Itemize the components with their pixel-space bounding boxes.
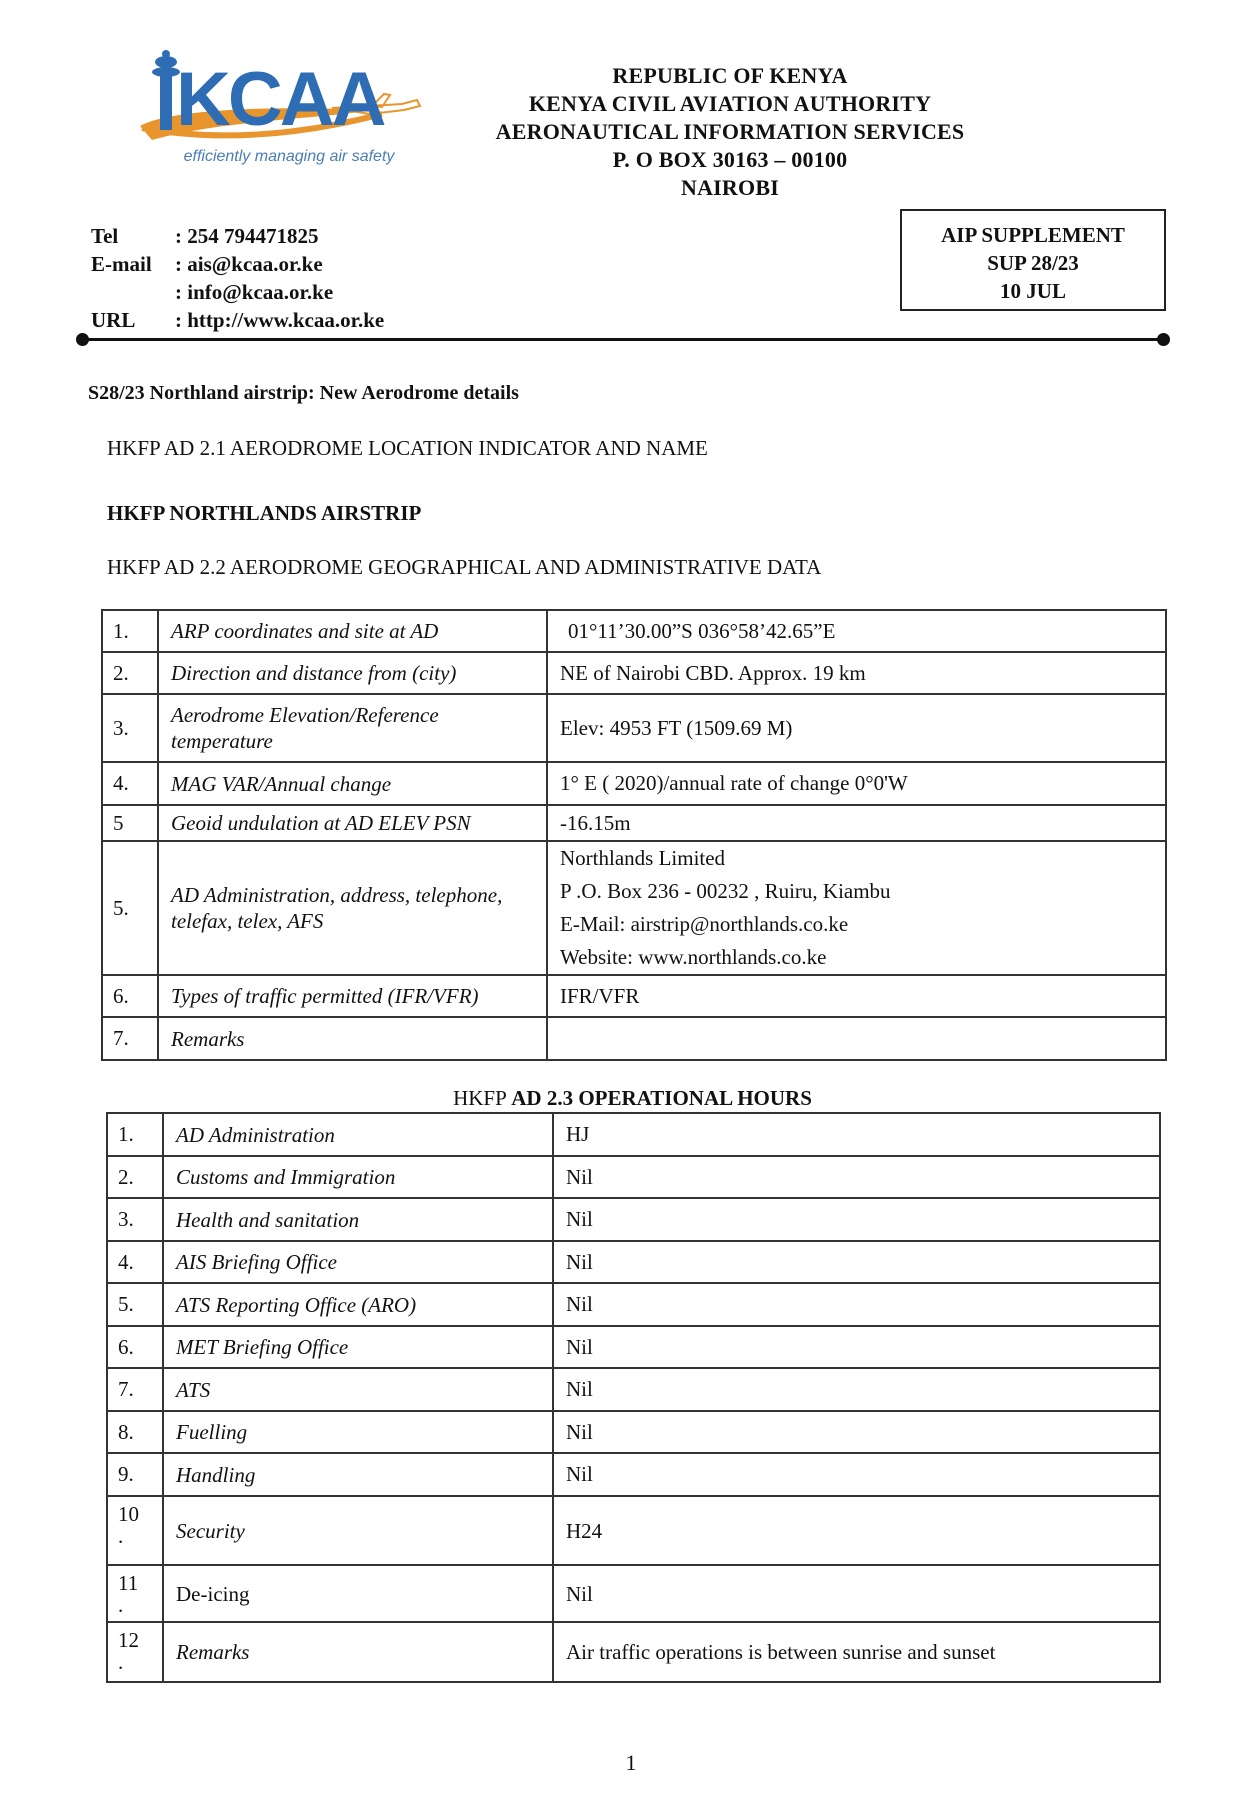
aerodrome-name: HKFP NORTHLANDS AIRSTRIP <box>107 501 422 525</box>
table-row <box>107 1411 1160 1453</box>
header-line-republic: REPUBLIC OF KENYA <box>612 63 848 88</box>
row-value: HJ <box>553 1113 1160 1156</box>
row-label: Remarks <box>158 1017 547 1060</box>
row-value: Nil <box>553 1241 1160 1283</box>
table-row <box>107 1283 1160 1326</box>
row-label: Customs and Immigration <box>163 1156 553 1198</box>
table-row <box>107 1113 1160 1156</box>
table-row <box>102 694 1166 762</box>
admin-website[interactable]: Website: www.northlands.co.ke <box>560 945 827 969</box>
row-value <box>547 1017 1166 1060</box>
row-value: Elev: 4953 FT (1509.69 M) <box>547 694 1166 762</box>
row-label: Remarks <box>163 1622 553 1682</box>
contact-label: URL <box>91 308 136 332</box>
row-label: AD Administration <box>163 1113 553 1156</box>
logo-tagline: efficiently managing air safety <box>183 148 395 165</box>
section-2-3-title: AD 2.3 OPERATIONAL HOURS <box>511 1086 812 1110</box>
row-number: 7. <box>107 1368 163 1411</box>
row-value: Air traffic operations is between sunrise and sunset <box>553 1622 1160 1682</box>
contact-tel <box>91 222 384 250</box>
row-value: 1° E ( 2020)/annual rate of change 0°0'W <box>547 762 1166 805</box>
row-number: 6. <box>102 975 158 1017</box>
row-value: Nil <box>553 1198 1160 1241</box>
row-number: 5. <box>107 1283 163 1326</box>
row-value-admin <box>547 841 1166 975</box>
row-label: Aerodrome Elevation/Reference temperature <box>158 694 547 762</box>
table-row <box>102 610 1166 652</box>
row-number: 5 <box>102 805 158 841</box>
row-number: 8. <box>107 1411 163 1453</box>
row-value: -16.15m <box>547 805 1166 841</box>
admin-email[interactable]: E-Mail: airstrip@northlands.co.ke <box>560 912 849 936</box>
row-number: 4. <box>107 1241 163 1283</box>
contact-label: E-mail <box>91 252 152 276</box>
document-subject: S28/23 Northland airstrip: New Aerodrome details <box>88 382 519 404</box>
table-row <box>107 1156 1160 1198</box>
header-line-services: AERONAUTICAL INFORMATION SERVICES <box>495 119 965 144</box>
row-number: 1. <box>102 610 158 652</box>
contact-email-2 <box>91 278 384 306</box>
header-line-authority: KENYA CIVIL AVIATION AUTHORITY <box>528 91 932 116</box>
supplement-title: AIP SUPPLEMENT <box>941 223 1125 247</box>
operational-hours-table <box>106 1112 1161 1683</box>
table-row <box>102 652 1166 694</box>
geographical-data-table <box>101 609 1167 1061</box>
row-value: IFR/VFR <box>547 975 1166 1017</box>
contact-value[interactable]: : info@kcaa.or.ke <box>175 280 334 304</box>
row-value: Nil <box>553 1565 1160 1622</box>
kcaa-logo <box>132 48 432 176</box>
row-number: 6. <box>107 1326 163 1368</box>
row-label: ATS Reporting Office (ARO) <box>163 1283 553 1326</box>
row-value: Nil <box>553 1326 1160 1368</box>
section-2-2-heading: HKFP AD 2.2 AERODROME GEOGRAPHICAL AND ADMINISTRATIVE DATA <box>107 555 822 579</box>
row-number: 3. <box>102 694 158 762</box>
contact-email <box>91 250 384 278</box>
logo-wordmark: KCAA <box>176 57 384 142</box>
contact-value[interactable]: : http://www.kcaa.or.ke <box>175 308 385 332</box>
contact-block <box>91 222 384 334</box>
contact-url <box>91 306 384 334</box>
row-number: 10 . <box>107 1496 163 1565</box>
divider-end-dot-icon <box>1157 333 1170 346</box>
row-label: Types of traffic permitted (IFR/VFR) <box>158 975 547 1017</box>
table-row <box>107 1496 1160 1565</box>
section-2-3-heading <box>106 1086 1159 1111</box>
header-line-pobox: P. O BOX 30163 – 00100 <box>612 147 848 172</box>
row-value: NE of Nairobi CBD. Approx. 19 km <box>547 652 1166 694</box>
row-number: 4. <box>102 762 158 805</box>
row-label: MET Briefing Office <box>163 1326 553 1368</box>
row-label: ATS <box>163 1368 553 1411</box>
table-row <box>107 1565 1160 1622</box>
row-label: AD Administration, address, telephone, telefax, telex, AFS <box>158 841 547 975</box>
table-row <box>102 1017 1166 1060</box>
contact-label: Tel <box>91 224 119 248</box>
contact-value[interactable]: : ais@kcaa.or.ke <box>175 252 323 276</box>
row-label: Direction and distance from (city) <box>158 652 547 694</box>
row-number: 7. <box>102 1017 158 1060</box>
organization-header <box>430 62 1030 202</box>
header-line-city: NAIROBI <box>681 175 779 200</box>
row-label: AIS Briefing Office <box>163 1241 553 1283</box>
row-label: Security <box>163 1496 553 1565</box>
row-number: 9. <box>107 1453 163 1496</box>
admin-company: Northlands Limited <box>560 846 726 870</box>
row-value: Nil <box>553 1283 1160 1326</box>
row-value: H24 <box>553 1496 1160 1565</box>
table-row <box>107 1241 1160 1283</box>
table-row <box>107 1326 1160 1368</box>
table-row <box>102 762 1166 805</box>
row-value: Nil <box>553 1368 1160 1411</box>
aip-supplement-box <box>900 209 1166 311</box>
row-number: 3. <box>107 1198 163 1241</box>
row-label: Handling <box>163 1453 553 1496</box>
row-label: Geoid undulation at AD ELEV PSN <box>158 805 547 841</box>
supplement-date: 10 JUL <box>1000 279 1066 303</box>
row-number: 12 . <box>107 1622 163 1682</box>
table-row <box>107 1198 1160 1241</box>
row-number: 5. <box>102 841 158 975</box>
row-value: Nil <box>553 1453 1160 1496</box>
row-value: Nil <box>553 1411 1160 1453</box>
table-row <box>102 841 1166 975</box>
page-number: 1 <box>625 1750 637 1775</box>
table-row <box>102 975 1166 1017</box>
divider-end-dot-icon <box>76 333 89 346</box>
section-2-1-heading: HKFP AD 2.1 AERODROME LOCATION INDICATOR AND NAME <box>107 436 708 460</box>
row-number: 1. <box>107 1113 163 1156</box>
row-number: 11 . <box>107 1565 163 1622</box>
row-label: Health and sanitation <box>163 1198 553 1241</box>
row-number: 2. <box>102 652 158 694</box>
admin-address: P .O. Box 236 - 00232 , Ruiru, Kiambu <box>560 879 891 903</box>
header-divider <box>82 338 1164 341</box>
row-label: MAG VAR/Annual change <box>158 762 547 805</box>
section-2-3-prefix: HKFP <box>453 1086 512 1110</box>
table-row <box>107 1453 1160 1496</box>
contact-label <box>91 278 175 306</box>
row-value: 01°11’30.00”S 036°58’42.65”E <box>547 610 1166 652</box>
table-row <box>107 1622 1160 1682</box>
supplement-number: SUP 28/23 <box>987 251 1079 275</box>
row-label: Fuelling <box>163 1411 553 1453</box>
table-row <box>102 805 1166 841</box>
row-label: De-icing <box>163 1565 553 1622</box>
table-row <box>107 1368 1160 1411</box>
contact-value: : 254 794471825 <box>175 224 319 248</box>
row-value: Nil <box>553 1156 1160 1198</box>
row-label: ARP coordinates and site at AD <box>158 610 547 652</box>
row-number: 2. <box>107 1156 163 1198</box>
